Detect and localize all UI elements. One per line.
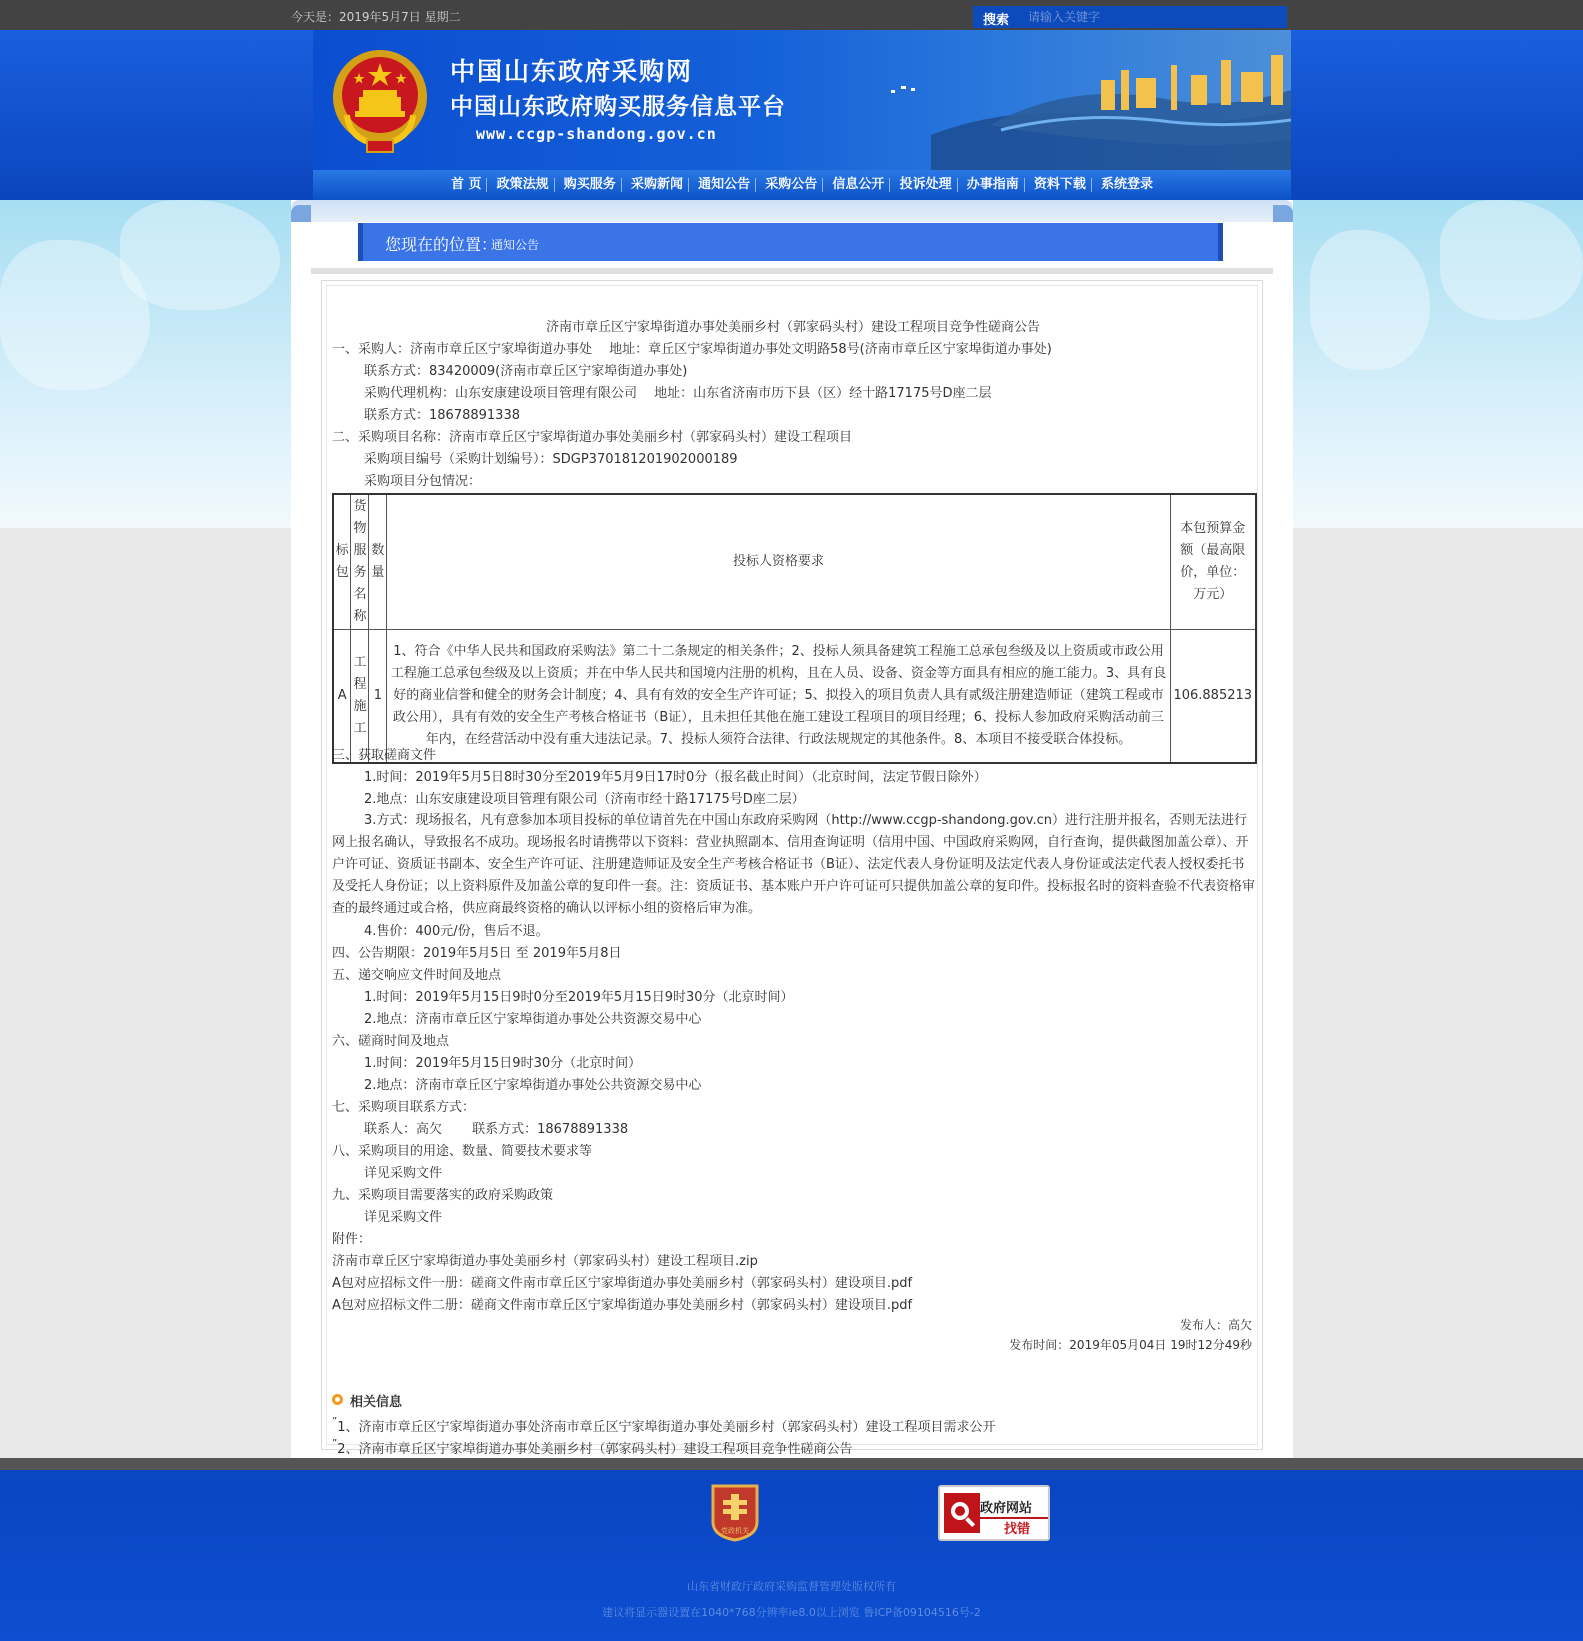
section-6-place: 2.地点：济南市章丘区宁家埠街道办事处公共资源交易中心	[364, 1078, 702, 1093]
attachment-link[interactable]: 济南市章丘区宁家埠街道办事处美丽乡村（郭家码头村）建设工程项目.zip	[332, 1254, 758, 1269]
related-item[interactable]	[332, 1438, 852, 1457]
related-item-text: 2、济南市章丘区宁家埠街道办事处美丽乡村（郭家码头村）建设工程项目竞争性磋商公告	[337, 1442, 853, 1457]
table-header: 货物服务名称	[351, 494, 369, 629]
breadcrumb-current[interactable]: 通知公告	[491, 238, 540, 252]
section-5-place: 2.地点：济南市章丘区宁家埠街道办事处公共资源交易中心	[364, 1012, 702, 1027]
table-header: 投标人资格要求	[387, 494, 1170, 629]
table-cell-name: 工程施工	[351, 629, 369, 763]
project-number: 采购项目编号（采购计划编号）：SDGP370181201902000189	[364, 452, 738, 467]
purchaser-contact: 联系方式：83420009(济南市章丘区宁家埠街道办事处)	[364, 364, 688, 379]
table-cell-package: A	[333, 629, 351, 763]
national-emblem-icon	[329, 45, 431, 157]
attachment-link[interactable]: A包对应招标文件二册：磋商文件南市章丘区宁家埠街道办事处美丽乡村（郭家码头村）建设项目.pdf	[332, 1298, 913, 1313]
quote-icon: ”	[332, 1416, 338, 1427]
site-footer	[0, 1470, 1583, 1641]
breadcrumb-label: 您现在的位置：	[385, 235, 498, 254]
site-url: www.ccgp-shandong.gov.cn	[476, 125, 717, 143]
table-header: 标包	[333, 494, 351, 629]
nav-item-downloads[interactable]: 资料下载	[1033, 177, 1086, 192]
section-3-place: 2.地点：山东安康建设项目管理有限公司（济南市经十路17175号D座二层）	[364, 792, 805, 807]
table-row	[333, 629, 1256, 763]
nav-item-policy[interactable]: 政策法规	[496, 177, 549, 192]
section-9-heading: 九、采购项目需要落实的政府采购政策	[332, 1188, 554, 1203]
table-header: 数量	[369, 494, 387, 629]
table-cell-requirements: 1、符合《中华人民共和国政府采购法》第二十二条规定的相关条件；2、投标人须具备建筑工程施工总承包叁级及以上资质或市政公用工程施工总承包叁级及以上资质；并在中华人民共和国境内注册的机构，且在人员、设备、资金等方面具有相应的施工能力。3、具有良好的商业信誉和健全的财务会计制度；4、具有有效的安全生产许可证；5、拟投入的项目负责人具有贰级注册建造师证（建筑工程或市政公用），具有有效的安全生产考核合格证书（B证），且未担任其他在施工建设工程项目的项目经理；6、投标人参加政府采购活动前三年内，在经营活动中没有重大违法记录。7、投标人须符合法律、行政法规规定的其他条件。8、本项目不接受联合体投标。	[387, 629, 1170, 763]
site-subtitle: 中国山东政府购买服务信息平台	[450, 94, 786, 120]
related-item[interactable]	[332, 1416, 995, 1435]
nav-separator	[822, 178, 823, 192]
main-content	[291, 200, 1293, 1458]
search-box	[973, 6, 1287, 28]
nav-separator	[1091, 178, 1092, 192]
nav-item-home[interactable]: 首 页	[450, 177, 482, 192]
publish-time: 发布时间：2019年05月04日 19时12分49秒	[1009, 1338, 1252, 1352]
nav-separator	[957, 178, 958, 192]
section-7-heading: 七、采购项目联系方式：	[332, 1100, 476, 1115]
header-banner	[313, 30, 1291, 170]
corner-tab-left	[291, 205, 311, 222]
nav-item-notices[interactable]: 通知公告	[698, 177, 751, 192]
nav-item-login[interactable]: 系统登录	[1101, 177, 1154, 192]
table-cell-budget: 106.885213	[1170, 629, 1256, 763]
table-header: 本包预算金额（最高限价，单位：万元）	[1170, 494, 1256, 629]
content-top-border	[291, 200, 1293, 222]
article-title: 济南市章丘区宁家埠街道办事处美丽乡村（郭家码头村）建设工程项目竞争性磋商公告	[545, 320, 1040, 335]
article-box	[321, 280, 1263, 1457]
nav-item-guide[interactable]: 办事指南	[966, 177, 1019, 192]
project-name: 二、采购项目名称：济南市章丘区宁家埠街道办事处美丽乡村（郭家码头村）建设工程项目	[332, 430, 853, 445]
nav-separator	[621, 178, 622, 192]
agency-line: 采购代理机构：山东安康建设项目管理有限公司 地址：山东省济南市历下县（区）经十路17175号D座二层	[364, 386, 992, 401]
bullet-circle-icon	[332, 1394, 343, 1405]
section-5-heading: 五、递交响应文件时间及地点	[332, 968, 502, 983]
icp-text[interactable]: 建议将显示器设置在1040*768分辨率ie8.0以上浏览 鲁ICP备09104516号-2	[602, 1606, 981, 1619]
badge2-line1: 政府网站	[980, 1501, 1033, 1516]
package-info-label: 采购项目分包情况：	[364, 474, 482, 489]
copyright-text: 山东省财政厅政府采购监督管理处版权所有	[687, 1580, 896, 1593]
nav-separator	[554, 178, 555, 192]
section-3-method: 3.方式：现场报名，凡有意参加本项目投标的单位请首先在中国山东政府采购网（http://www.ccgp-shandong.gov.cn）进行注册并报名，否则无法进行网上报名确认，导致报名不成功。现场报名时请携带以下资料：营业执照副本、信用查询证明（信用中国、中国政府采购网，自行查询，提供截图加盖公章）、开户许可证、资质证书副本、安全生产许可证、注册建造师证及安全生产考核合格证书（B证）、法定代表人身份证明及法定代表人身份证或法定代表人授权委托书及受托人身份证；以上资料原件及加盖公章的复印件一套。注：资质证书、基本账户开户许可证可只提供加盖公章的复印件。投标报名时的资料查验不代表资格审查的最终通过或合格，供应商最终资格的确认以评标小组的资格后审为准。	[332, 813, 1256, 916]
current-date: 今天是：2019年5月7日 星期二	[291, 10, 461, 24]
quote-icon: ”	[332, 1438, 338, 1449]
badge1-text: 党政机关	[721, 1527, 749, 1535]
search-label[interactable]: 搜索	[983, 13, 1010, 28]
agency-contact: 联系方式：18678891338	[364, 408, 520, 423]
site-title: 中国山东政府采购网	[450, 57, 694, 86]
footer-divider	[0, 1458, 1583, 1470]
package-table	[332, 493, 1257, 764]
main-nav	[313, 170, 1291, 200]
attachment-link[interactable]: A包对应招标文件一册：磋商文件南市章丘区宁家埠街道办事处美丽乡村（郭家码头村）建设项目.pdf	[332, 1276, 913, 1291]
section-3-heading: 三、获取磋商文件	[332, 748, 437, 763]
nav-item-news[interactable]: 采购新闻	[630, 177, 683, 192]
table-cell-qty: 1	[369, 629, 387, 763]
section-7-contact: 联系人：高欠 联系方式：18678891338	[364, 1122, 629, 1137]
breadcrumb	[358, 223, 1223, 261]
nav-item-purchase-service[interactable]: 购买服务	[563, 177, 616, 192]
gov-website-report-error-badge[interactable]	[938, 1485, 1050, 1541]
search-input[interactable]	[1028, 8, 1283, 26]
section-3-price: 4.售价：400元/份，售后不退。	[364, 924, 549, 939]
section-4: 四、公告期限：2019年5月5日 至 2019年5月8日	[332, 946, 622, 961]
section-8-heading: 八、采购项目的用途、数量、简要技术要求等	[332, 1144, 593, 1159]
nav-separator	[1024, 178, 1025, 192]
attachments-label: 附件：	[332, 1232, 372, 1247]
top-bar	[0, 0, 1583, 30]
article-inner	[326, 285, 1258, 1457]
nav-separator	[889, 178, 890, 192]
city-skyline-image	[871, 40, 1291, 170]
section-5-time: 1.时间：2019年5月15日9时0分至2019年5月15日9时30分（北京时间）	[364, 990, 794, 1005]
purchaser-line: 一、采购人：济南市章丘区宁家埠街道办事处 地址：章丘区宁家埠街道办事处文明路58号(济南市章丘区宁家埠街道办事处)	[332, 342, 1052, 357]
section-8-detail: 详见采购文件	[364, 1166, 443, 1181]
nav-item-disclosure[interactable]: 信息公开	[832, 177, 885, 192]
related-heading-text: 相关信息	[350, 1395, 403, 1410]
table-header-row	[333, 494, 1256, 629]
section-6-heading: 六、磋商时间及地点	[332, 1034, 450, 1049]
section-3-time: 1.时间：2019年5月5日8时30分至2019年5月9日17时0分（报名截止时间）（北京时间，法定节假日除外）	[364, 770, 987, 785]
divider	[311, 268, 1273, 274]
section-9-detail: 详见采购文件	[364, 1210, 443, 1225]
party-government-badge-icon[interactable]	[709, 1482, 761, 1542]
nav-item-procurement[interactable]: 采购公告	[765, 177, 818, 192]
section-6-time: 1.时间：2019年5月15日9时30分（北京时间）	[364, 1056, 642, 1071]
nav-separator	[486, 178, 487, 192]
nav-separator	[688, 178, 689, 192]
corner-tab-right	[1273, 205, 1293, 222]
related-item-text: 1、济南市章丘区宁家埠街道办事处济南市章丘区宁家埠街道办事处美丽乡村（郭家码头村）建设工程项目需求公开	[337, 1420, 996, 1435]
publisher: 发布人：高欠	[1179, 1318, 1252, 1332]
badge2-line2: 找错	[1003, 1522, 1030, 1537]
nav-separator	[755, 178, 756, 192]
nav-item-complaints[interactable]: 投诉处理	[899, 177, 952, 192]
